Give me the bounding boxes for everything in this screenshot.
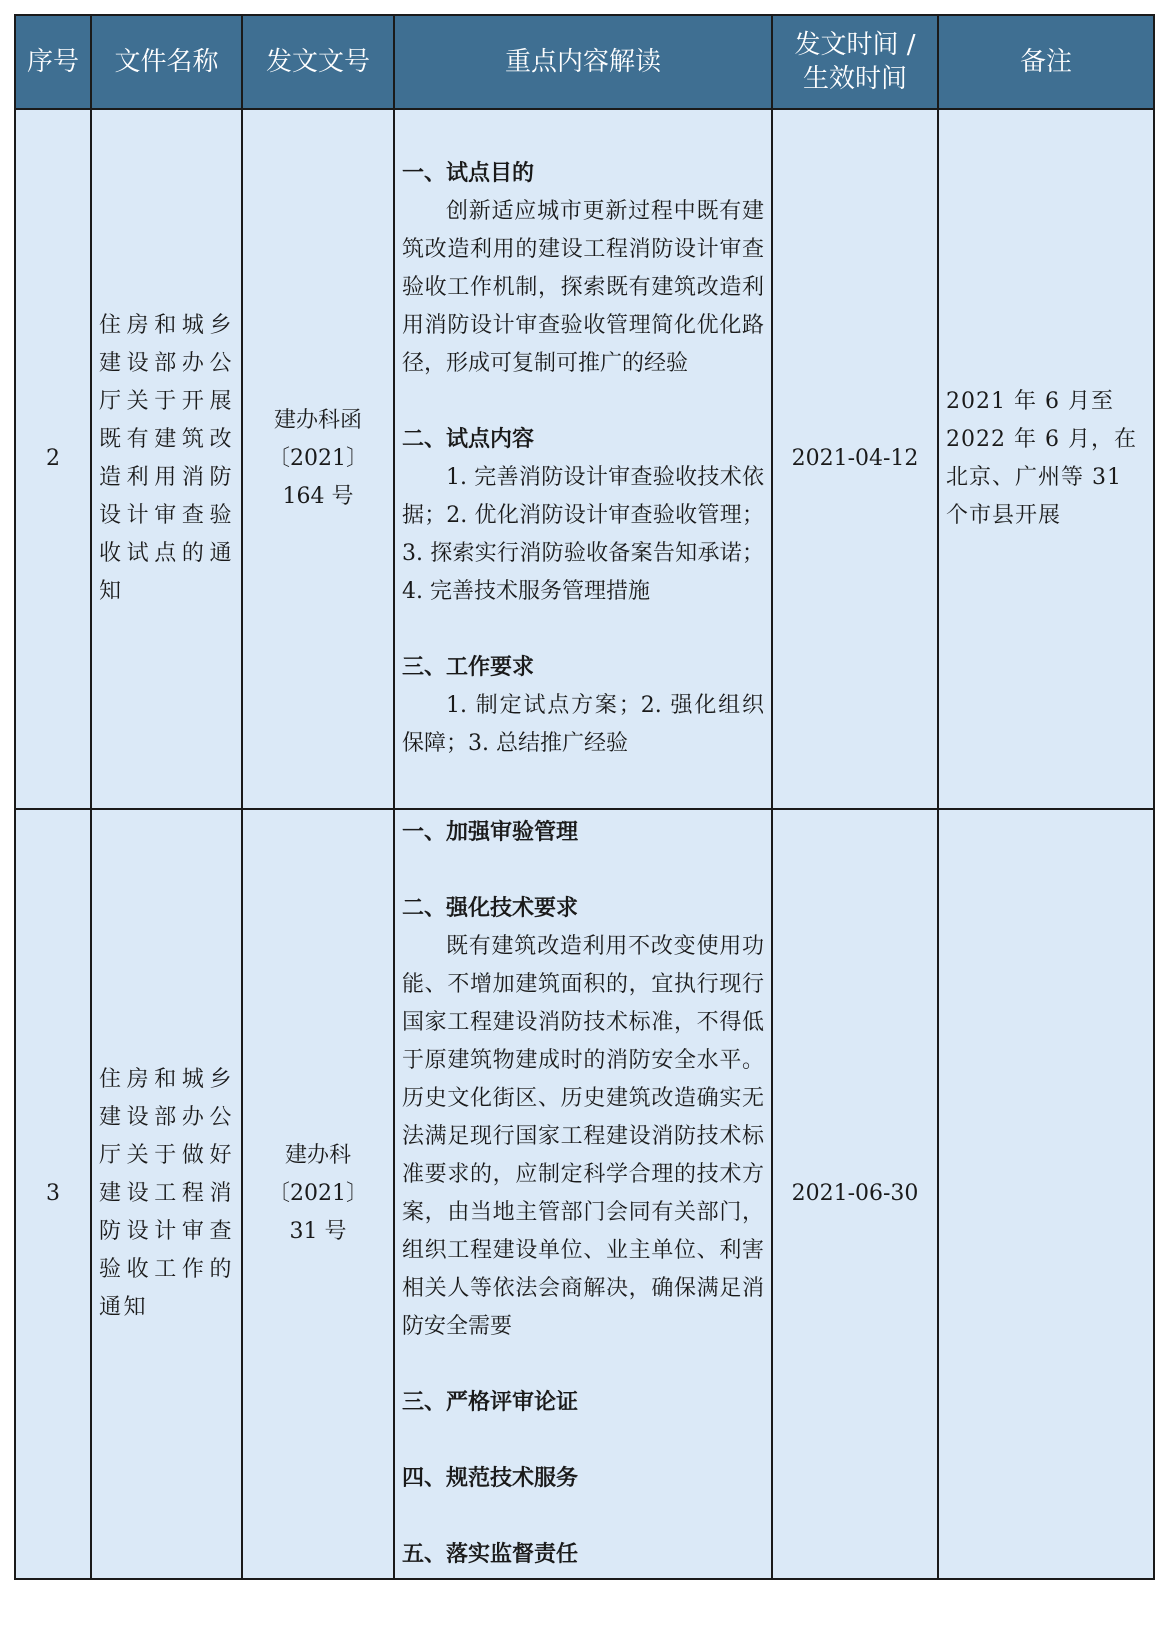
section-gap xyxy=(402,852,764,890)
document-number-line3: 164 号 xyxy=(282,484,354,509)
section-gap xyxy=(402,1498,764,1536)
section-title: 四、规范技术服务 xyxy=(402,1466,579,1491)
document-number-line1: 建办科函 xyxy=(273,408,362,433)
section-gap xyxy=(402,383,764,421)
table-row xyxy=(15,109,1154,809)
header-notes: 备注 xyxy=(938,15,1154,109)
header-doc-no: 发文文号 xyxy=(242,15,394,109)
document-number-line3: 31 号 xyxy=(289,1219,347,1244)
row-no: 2 xyxy=(15,109,91,809)
section-title: 二、强化技术要求 xyxy=(402,896,579,921)
table-header-row xyxy=(15,15,1154,109)
section-body: 1. 制定试点方案；2. 强化组织保障；3. 总结推广经验 xyxy=(402,693,764,756)
header-time-line2: 生效时间 xyxy=(802,64,907,94)
table-row xyxy=(15,809,1154,1579)
document-number-line2: 〔2021〕 xyxy=(268,446,368,471)
header-time-line1: 发文时间 / xyxy=(794,30,916,60)
document-number-line1: 建办科 xyxy=(284,1143,351,1168)
header-name: 文件名称 xyxy=(91,15,242,109)
header-no: 序号 xyxy=(15,15,91,109)
section-body: 1. 完善消防设计审查验收技术依据；2. 优化消防设计审查验收管理；3. 探索实行消防验收备案告知承诺；4. 完善技术服务管理措施 xyxy=(402,465,764,604)
section-title: 五、落实监督责任 xyxy=(402,1542,579,1567)
document-number xyxy=(242,109,394,809)
remarks: 2021 年 6 月至 2022 年 6 月，在北京、广州等 31 个市县开展 xyxy=(938,109,1154,809)
key-content xyxy=(394,809,772,1579)
section-title: 一、加强审验管理 xyxy=(402,820,579,845)
section-title: 三、严格评审论证 xyxy=(402,1390,579,1415)
document-name: 住房和城乡建设部办公厅关于开展既有建筑改造利用消防设计审查验收试点的通知 xyxy=(91,109,242,809)
section-gap xyxy=(402,611,764,649)
header-content: 重点内容解读 xyxy=(394,15,772,109)
document-number xyxy=(242,809,394,1579)
issue-date: 2021-04-12 xyxy=(772,109,938,809)
policy-documents-table xyxy=(14,14,1155,1580)
document-number-line2: 〔2021〕 xyxy=(268,1181,368,1206)
section-body: 既有建筑改造利用不改变使用功能、不增加建筑面积的，宜执行现行国家工程建设消防技术标准，不得低于原建筑物建成时的消防安全水平。历史文化街区、历史建筑改造确实无法满足现行国家工程建设消防技术标准要求的，应制定科学合理的技术方案，由当地主管部门会同有关部门，组织工程建设单位、业主单位、利害相关人等依法会商解决，确保满足消防安全需要 xyxy=(402,934,764,1339)
key-content xyxy=(394,109,772,809)
header-time xyxy=(772,15,938,109)
remarks xyxy=(938,809,1154,1579)
section-body: 创新适应城市更新过程中既有建筑改造利用的建设工程消防设计审查验收工作机制，探索既有建筑改造利用消防设计审查验收管理简化优化路径，形成可复制可推广的经验 xyxy=(402,199,764,376)
section-gap xyxy=(402,1346,764,1384)
section-title: 二、试点内容 xyxy=(402,427,535,452)
section-gap xyxy=(402,1422,764,1460)
row-no: 3 xyxy=(15,809,91,1579)
issue-date: 2021-06-30 xyxy=(772,809,938,1579)
document-name: 住房和城乡建设部办公厅关于做好建设工程消防设计审查验收工作的通知 xyxy=(91,809,242,1579)
section-title: 一、试点目的 xyxy=(402,161,535,186)
section-title: 三、工作要求 xyxy=(402,655,535,680)
